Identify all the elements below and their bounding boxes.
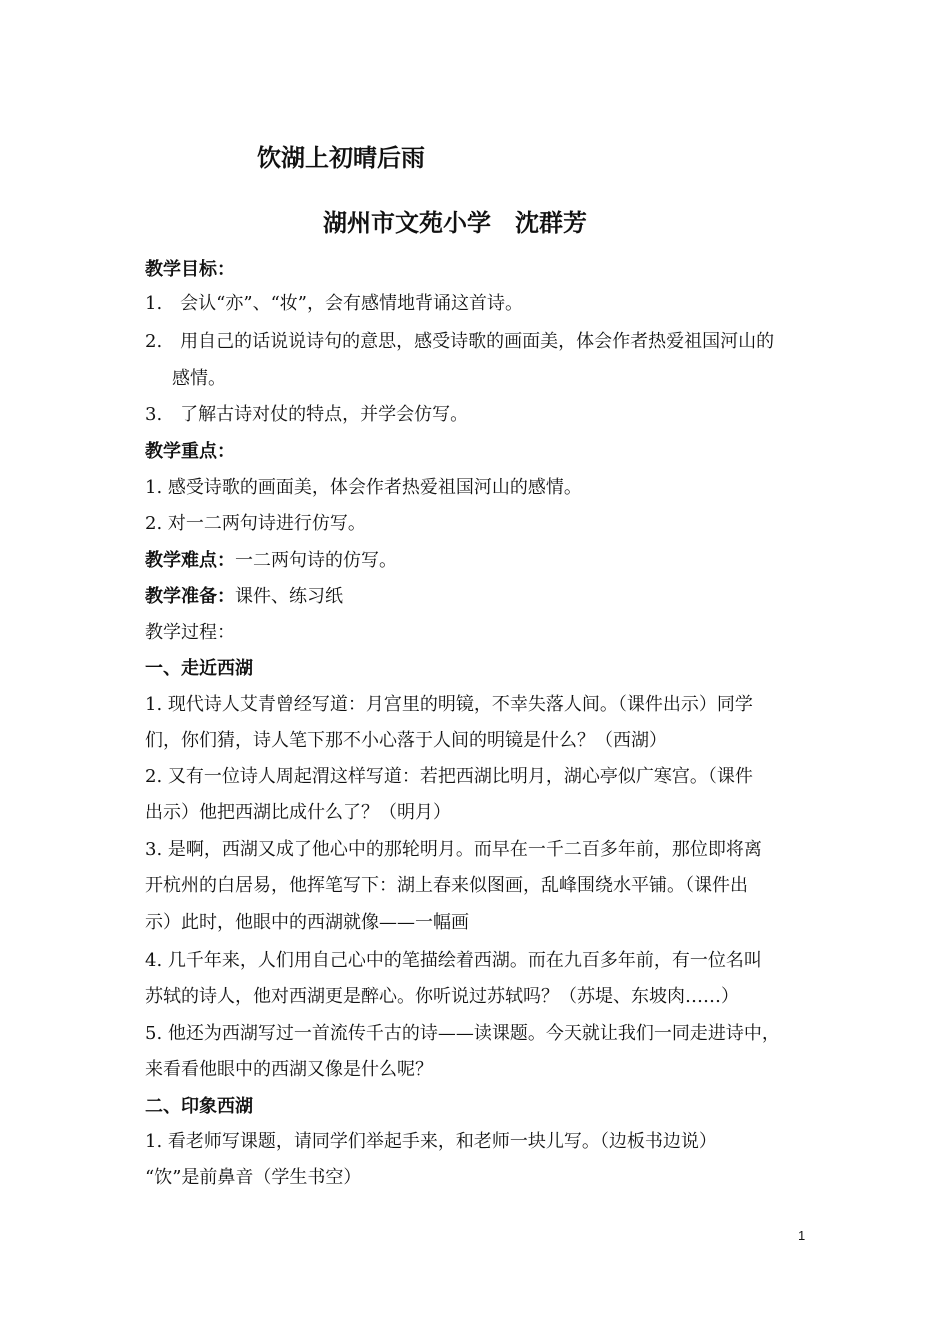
difficulty-label: 教学难点： [145,550,235,571]
goal-1: 1. 会认“亦”、“妆”，会有感情地背诵这首诗。 [145,293,523,314]
key-point-1: 1. 感受诗歌的画面美，体会作者热爱祖国河山的感情。 [145,477,582,498]
difficulty-text: 一二两句诗的仿写。 [235,550,397,571]
section-1-para-5-line-2: 来看看他眼中的西湖又像是什么呢？ [145,1059,433,1080]
section-1-para-3-line-1: 3. 是啊，西湖又成了他心中的那轮明月。而早在一千二百多年前，那位即将离 [145,839,762,860]
preparation-line [145,585,343,609]
page-number: 1 [798,1228,806,1243]
key-points-heading: 教学重点： [145,441,235,462]
section-2-heading: 二、印象西湖 [145,1096,253,1117]
preparation-text: 课件、练习纸 [235,586,343,607]
section-1-heading: 一、走近西湖 [145,658,253,679]
section-1-para-1-line-1: 1. 现代诗人艾青曾经写道：月宫里的明镜，不幸失落人间。（课件出示）同学 [145,694,753,715]
key-point-2: 2. 对一二两句诗进行仿写。 [145,513,366,534]
section-1-para-5-line-1: 5. 他还为西湖写过一首流传千古的诗——读课题。今天就让我们一同走进诗中， [145,1023,780,1044]
process-heading: 教学过程： [145,622,235,643]
section-1-para-2-line-2: 出示）他把西湖比成什么了？（明月） [145,802,451,823]
section-1-para-3-line-3: 示）此时，他眼中的西湖就像——一幅画 [145,912,469,933]
section-2-para-1-line-2: “饮”是前鼻音（学生书空） [145,1167,362,1188]
document-title: 饮湖上初晴后雨 [257,144,425,172]
author-line: 湖州市文苑小学 沈群芳 [323,209,587,237]
section-1-para-4-line-1: 4. 几千年来，人们用自己心中的笔描绘着西湖。而在九百多年前，有一位名叫 [145,950,762,971]
goal-3: 3. 了解古诗对仗的特点，并学会仿写。 [145,404,469,425]
section-1-para-4-line-2: 苏轼的诗人，他对西湖更是醉心。你听说过苏轼吗？（苏堤、东坡肉……） [145,986,739,1007]
goals-heading: 教学目标： [145,259,235,280]
section-1-para-2-line-1: 2. 又有一位诗人周起渭这样写道：若把西湖比明月，湖心亭似广寒宫。（课件 [145,766,753,787]
section-2-para-1-line-1: 1. 看老师写课题，请同学们举起手来，和老师一块儿写。（边板书边说） [145,1131,717,1152]
goal-2-line-2: 感情。 [172,368,226,389]
preparation-label: 教学准备： [145,586,235,607]
section-1-para-3-line-2: 开杭州的白居易，他挥笔写下：湖上春来似图画，乱峰围绕水平铺。（课件出 [145,875,748,896]
section-1-para-1-line-2: 们，你们猜，诗人笔下那不小心落于人间的明镜是什么？（西湖） [145,730,667,751]
goal-2-line-1: 2. 用自己的话说说诗句的意思，感受诗歌的画面美，体会作者热爱祖国河山的 [145,331,775,352]
difficulty-line [145,549,397,573]
